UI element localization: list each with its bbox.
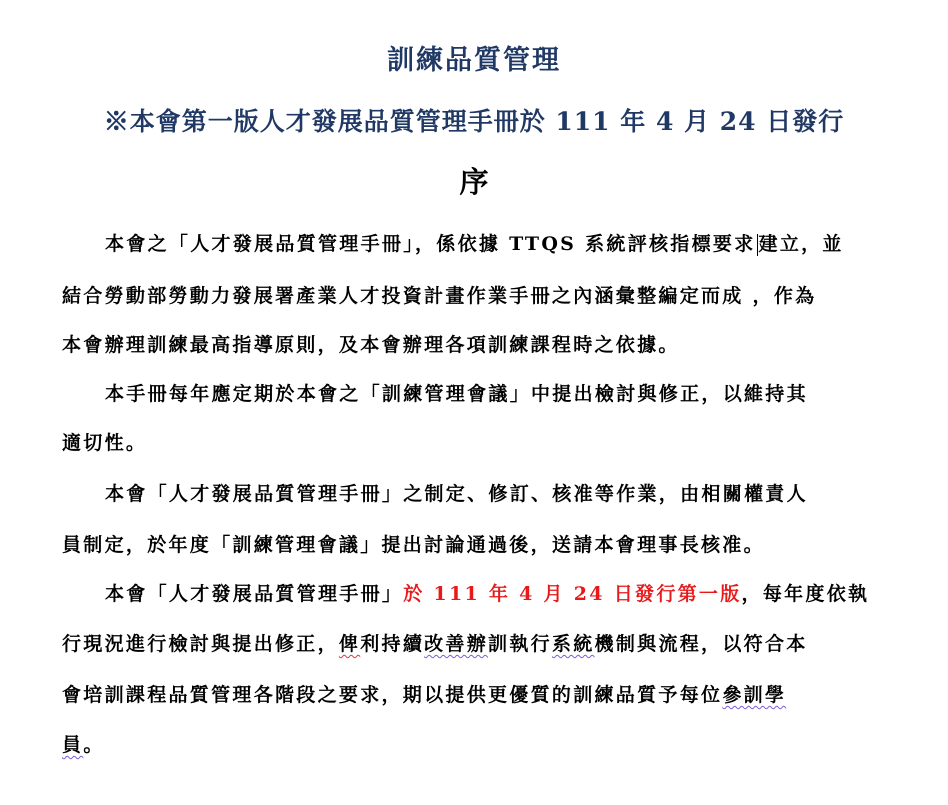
text-run: 訓執行 [488,633,552,655]
paragraph-4-line-2 [62,632,808,656]
paragraph-2-line-1: 本手冊每年應定期於本會之「訓練管理會議」中提出檢討與修正，以維持其 [105,383,808,405]
paragraph-1-line-2: 結合勞動部勞動力發展署產業人才投資計畫作業手冊之內涵彙整編定而成 ，作為 [62,285,817,307]
section-heading: 序 [459,165,489,199]
text-run: 行現況進行檢討與提出修正， [62,633,339,655]
spellcheck-mark[interactable]: 改善辦 [424,633,489,655]
spellcheck-mark[interactable]: 俾 [338,633,361,655]
text-run: 本會「人才發展品質管理手冊」 [105,583,404,605]
text-run: ，每年度依執 [741,583,870,605]
paragraph-2-line-2: 適切性。 [62,432,148,454]
document-notice: ※本會第一版人才發展品質管理手冊於 111 年 4 月 24 日發行 [103,107,845,136]
paragraph-3-line-1: 本會「人才發展品質管理手冊」之制定、修訂、核准等作業，由相關權責人 [105,483,808,505]
paragraph-1-line-3: 本會辦理訓練最高指導原則，及本會辦理各項訓練課程時之依據。 [62,334,680,356]
spellcheck-mark[interactable]: 參訓學 [722,684,787,706]
paragraph-4-line-4 [62,733,105,757]
text-run: 。 [83,734,105,756]
spellcheck-mark[interactable]: 員 [62,734,84,756]
document-title: 訓練品質管理 [387,45,561,76]
paragraph-4-line-3 [62,683,786,707]
text-run: 利持續 [360,633,425,655]
text-run: 建立，並 [758,233,844,255]
text-run: 本會之「人才發展品質管理手冊」，係依據 TTQS 系統評核指標要求 [105,233,756,255]
text-run: 會培訓課程品質管理各階段之要求，期以提供更優質的訓練品質予每位 [62,684,723,706]
text-cursor [757,234,758,256]
release-date-highlight: 於 111 年 4 月 24 日發行第一版 [403,583,742,605]
paragraph-3-line-2: 員制定，於年度「訓練管理會議」提出討論通過後，送請本會理事長核准。 [62,534,765,556]
paragraph-4-line-1 [105,582,869,606]
paragraph-1-line-1 [105,232,844,256]
text-run: 機制與流程，以符合本 [594,633,808,655]
spellcheck-mark[interactable]: 系統 [551,633,595,655]
